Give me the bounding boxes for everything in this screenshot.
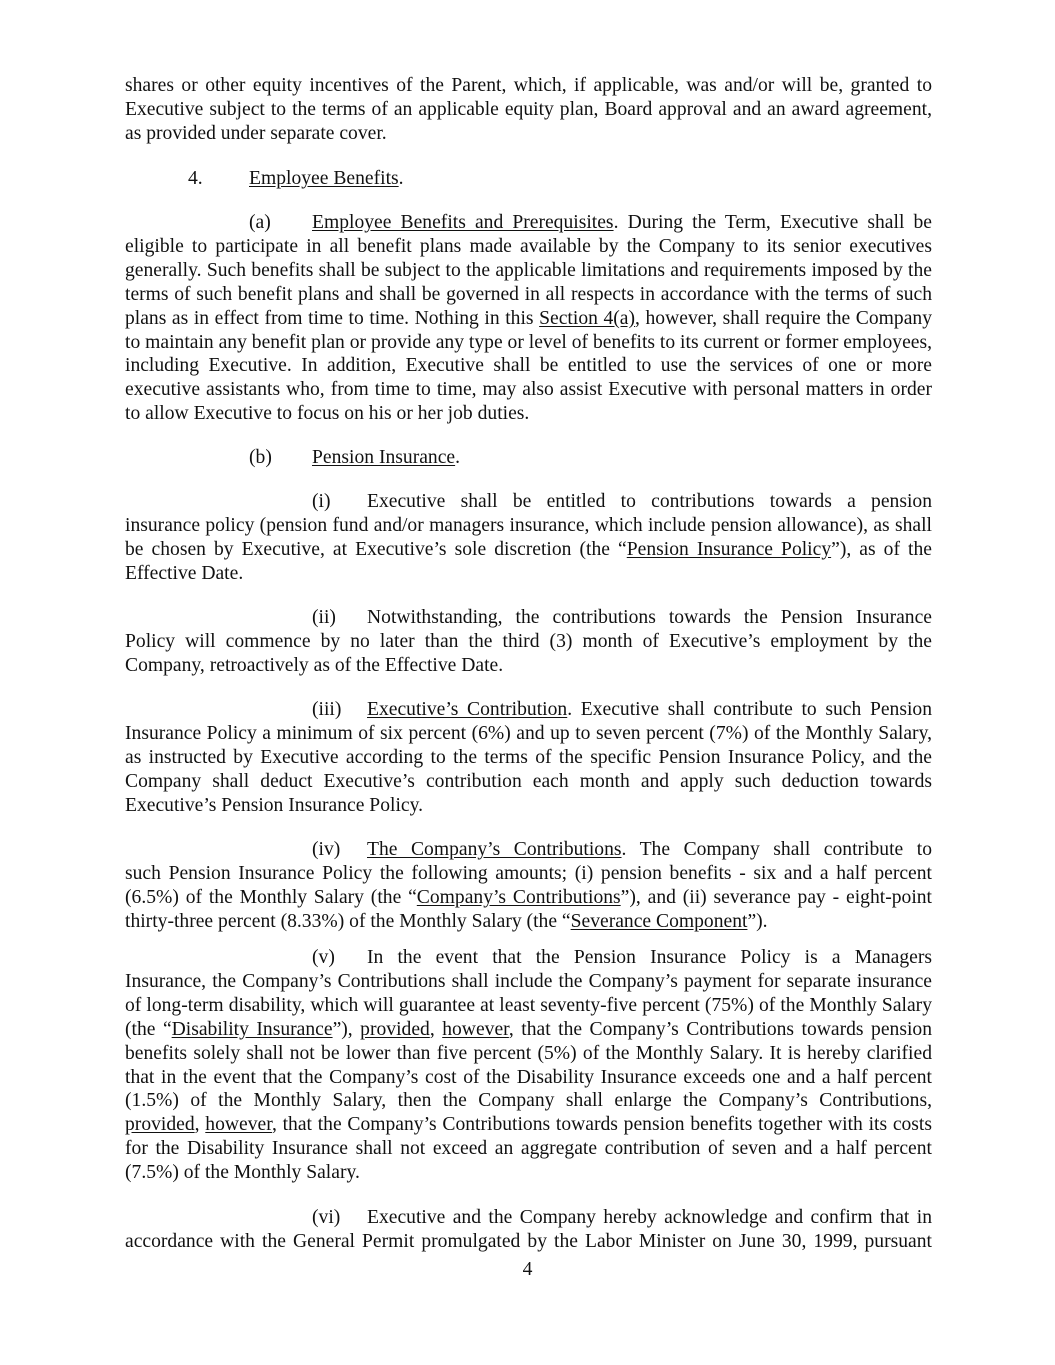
- clause-i: [125, 490, 932, 586]
- subsection-a-body: eligible to participate in all benefit plans made available by the Company to its senior executives generally. Such benefits shall be subject to the applicable limitations and requirements imposed by the terms of such benefit plans and shall be governed in all respects in accordance with the terms of such plans as in effect from time to time. Nothing in this Section 4(a), however, shall require the Company to maintain any benefit plan or provide any type or level of benefits to its current or former employees, including Executive. In addition, Executive shall be entitled to use the services of one or more executive assistants who, from time to time, may also assist Executive with personal matters in order to allow Executive to focus on his or her job duties.: [125, 235, 932, 425]
- section-title: Employee Benefits: [249, 168, 399, 189]
- defined-term: Disability Insurance: [171, 1018, 333, 1040]
- clause-vi: [125, 1206, 932, 1254]
- subsection-b-label: (b): [249, 447, 272, 468]
- page-number: 4: [522, 1259, 533, 1280]
- clause-i-label: (i): [312, 491, 331, 512]
- clause-iii-body: Insurance Policy a minimum of six percent (6%) and up to seven percent (7%) of the Monthly Salary, as instructed by Executive according to the terms of the specific Pension Insurance Policy, and the Company shall deduct Executive’s contribution each month and apply such deduction towards Executive’s Pension Insurance Policy.: [125, 722, 932, 816]
- clause-v-label: (v): [312, 947, 335, 968]
- subsection-b-title: Pension Insurance: [312, 447, 456, 468]
- defined-term: Pension Insurance Policy: [626, 538, 832, 560]
- clause-i-body: insurance policy (pension fund and/or managers insurance, which include pension allowance), as shall be chosen by Executive, at Executive’s sole discretion (the “Pension Insurance Policy”), as of the Effective Date.: [125, 514, 932, 584]
- clause-iv-title: The Company’s Contributions: [367, 839, 622, 860]
- defined-term: Company’s Contributions: [416, 886, 621, 908]
- provided-term: provided: [360, 1018, 430, 1040]
- subsection-a-label: (a): [249, 212, 271, 233]
- clause-v-first-line: (v) In the event that the Pension Insurance Policy is a Managers: [312, 947, 932, 968]
- clause-v-body: Insurance, the Company’s Contributions shall include the Company’s payment for separate insurance of long-term disability, which will guarantee at least seventy-five percent (75%) of the Monthly Salary (the “Disability Insurance”), provided, however, that the Company’s Contributions towards pension benefits solely shall not be lower than five percent (5%) of the Monthly Salary. It is hereby clarified that in the event that the Company’s cost of the Disability Insurance exceeds one and a half percent (1.5%) of the Monthly Salary, then the Company shall enlarge the Company’s Contributions, provided, however, that the Company’s Contributions towards pension benefits together with its costs for the Disability Insurance shall not exceed an aggregate contribution of seven and a half percent (7.5%) of the Monthly Salary.: [125, 970, 933, 1184]
- intro-paragraph: shares or other equity incentives of the Parent, which, if applicable, was and/or will be, granted to Executive subject to the terms of an applicable equity plan, Board approval and an award agreement, as provided under separate cover.: [125, 75, 932, 144]
- section-4-heading: 4. Employee Benefits.: [188, 168, 404, 189]
- clause-v: [125, 946, 932, 1185]
- clause-vi-body: accordance with the General Permit promulgated by the Labor Minister on June 30, 1999, pursuant: [125, 1230, 932, 1252]
- section-number: 4.: [188, 168, 203, 189]
- defined-term: Severance Component: [570, 910, 748, 932]
- section-reference: Section 4(a): [539, 307, 636, 329]
- provided-term: provided: [125, 1114, 195, 1136]
- subsection-a-title: Employee Benefits and Prerequisites: [312, 212, 614, 233]
- clause-iv-body: such Pension Insurance Policy the following amounts; (i) pension benefits - six and a half percent (6.5%) of the Monthly Salary (the “Company’s Contributions”), and (ii) severance pay - eight-point thirty-three percent (8.33%) of the Monthly Salary (the “Severance Component”).: [125, 862, 933, 932]
- clause-vi-first-line: (vi) Executive and the Company hereby acknowledge and confirm that in: [312, 1207, 932, 1228]
- clause-vi-label: (vi): [312, 1207, 341, 1228]
- however-term: however: [442, 1018, 509, 1040]
- clause-iv-first-line: (iv) The Company’s Contributions. The Company shall contribute to: [312, 839, 932, 860]
- however-term: however: [205, 1114, 272, 1136]
- subsection-a: [125, 211, 932, 426]
- clause-iii-label: (iii): [312, 699, 342, 720]
- clause-ii-label: (ii): [312, 607, 336, 628]
- clause-iii: [125, 698, 932, 818]
- clause-iv-label: (iv): [312, 839, 341, 860]
- clause-i-first-line: (i) Executive shall be entitled to contributions towards a pension: [312, 491, 932, 512]
- clause-ii-first-line: (ii) Notwithstanding, the contributions towards the Pension Insurance: [312, 607, 932, 628]
- clause-ii: [125, 606, 932, 678]
- clause-iii-title: Executive’s Contribution: [367, 699, 568, 720]
- clause-iii-first-line: (iii) Executive’s Contribution. Executive shall contribute to such Pension: [312, 699, 932, 720]
- clause-iv: [125, 838, 932, 934]
- clause-ii-body: Policy will commence by no later than the third (3) month of Executive’s employment by the Company, retroactively as of the Effective Date.: [125, 630, 932, 676]
- subsection-b-heading: (b) Pension Insurance.: [249, 447, 461, 468]
- subsection-a-first-line: (a) Employee Benefits and Prerequisites. During the Term, Executive shall be: [249, 212, 932, 233]
